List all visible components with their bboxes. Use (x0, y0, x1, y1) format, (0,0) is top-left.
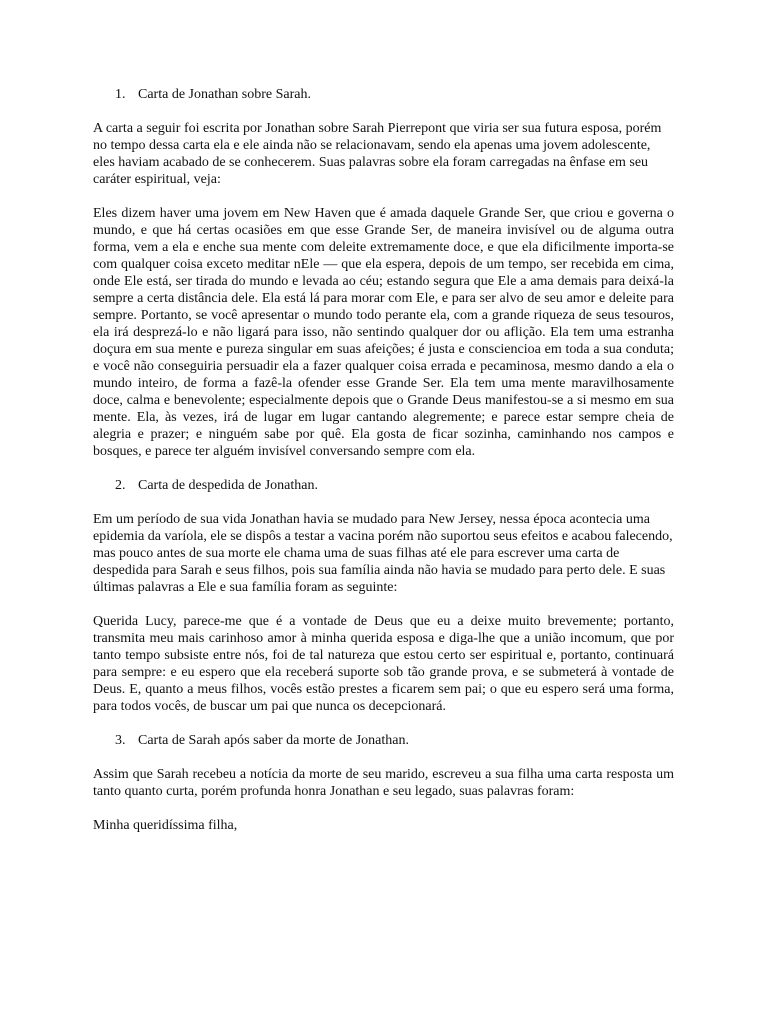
letter-paragraph: Eles dizem haver uma jovem em New Haven que é amada daquele Grande Ser, que criou e governa o mundo, e que há certas ocasiões em que esse Grande Ser, de maneira invisível ou de alguma outra forma, vem a ela e enche sua mente com deleite extremamente doce, e que ela dificilmente importa-se com qualquer coisa exceto meditar nEle — que ela espera, depois de um tempo, ser recebida em cima, onde Ele está, ser tirada do mundo e levada ao céu; estando segura que Ele a ama demais para deixá-la sempre a certa distância dele. Ela está lá para morar com Ele, e para ser alvo de seu amor e deleite para sempre. Portanto, se você apresentar o mundo todo perante ela, com a grande riqueza de seus tesouros, ela irá desprezá-lo e não ligará para isso, não sentindo qualquer dor ou aflição. Ela tem uma estranha doçura em sua mente e pureza singular em suas afeições; é justa e consciencioa em toda a sua conduta; e você não conseguiria persuadir ela a fazer qualquer coisa errada e pecaminosa, mesmo dando a ela o mundo inteiro, de forma a fazê-la ofender esse Grande Ser. Ela tem uma mente maravilhosamente doce, calma e benevolente; especialmente depois que o Grande Deus manifestou-se a si mesmo em sua mente. Ela, às vezes, irá de lugar em lugar cantando alegremente; e parece estar sempre cheia de alegria e prazer; e ninguém sabe por quê. Ela gosta de ficar sozinha, caminhando nos campos e bosques, e parece ter alguém invisível conversando sempre com ela. (93, 206, 674, 459)
section-intro-paragraph: A carta a seguir foi escrita por Jonathan sobre Sarah Pierrepont que viria ser sua futura esposa, porém no tempo dessa carta ela e ele ainda não se relacionavam, sendo ela apenas uma jovem adolescente, eles haviam acabado de se conhecerem. Suas palavras sobre ela foram carregadas na ênfase em seu caráter espiritual, veja: (93, 121, 662, 187)
section-title: Carta de despedida de Jonathan. (138, 478, 318, 493)
section-intro-paragraph: Em um período de sua vida Jonathan havia se mudado para New Jersey, nessa época acontecia uma epidemia da varíola, ele se dispôs a testar a vacina porém não suportou seus efeitos e acabou falecendo, mas pouco antes de sua morte ele chama uma de suas filhas até ele para escrever uma carta de despedida para Sarah e seus filhos, pois sua família ainda não havia se mudado para perto dele. E suas últimas palavras a Ele e sua família foram as seguinte: (93, 512, 673, 595)
section-number: 3. (115, 733, 126, 748)
section-heading-3 (93, 732, 674, 749)
section-intro-paragraph: Assim que Sarah recebeu a notícia da morte de seu marido, escreveu a sua filha uma carta resposta um tanto quanto curta, porém profunda honra Jonathan e seu legado, suas palavras foram: (93, 767, 674, 799)
letter-paragraph: Querida Lucy, parece-me que é a vontade de Deus que eu a deixe muito brevemente; portanto, transmita meu mais carinhoso amor à minha querida esposa e diga-lhe que a união incomum, que por tanto tempo subsiste entre nós, foi de tal natureza que estou certo ser espiritual e, portanto, continuará para sempre: e eu espero que ela receberá suporte sob tão grande prova, e se submeterá à vontade de Deus. E, quanto a meus filhos, vocês estão prestes a ficarem sem pai; o que eu espero será uma forma, para todos vocês, de buscar um pai que nunca os decepcionará. (93, 614, 674, 714)
section-heading-2 (93, 477, 674, 494)
section-heading-1 (93, 86, 674, 103)
section-title: Carta de Sarah após saber da morte de Jonathan. (138, 733, 409, 748)
section-number: 2. (115, 478, 126, 493)
letter-salutation: Minha queridíssima filha, (93, 818, 238, 833)
document-page (93, 86, 674, 834)
section-title: Carta de Jonathan sobre Sarah. (138, 87, 311, 102)
section-number: 1. (115, 87, 126, 102)
